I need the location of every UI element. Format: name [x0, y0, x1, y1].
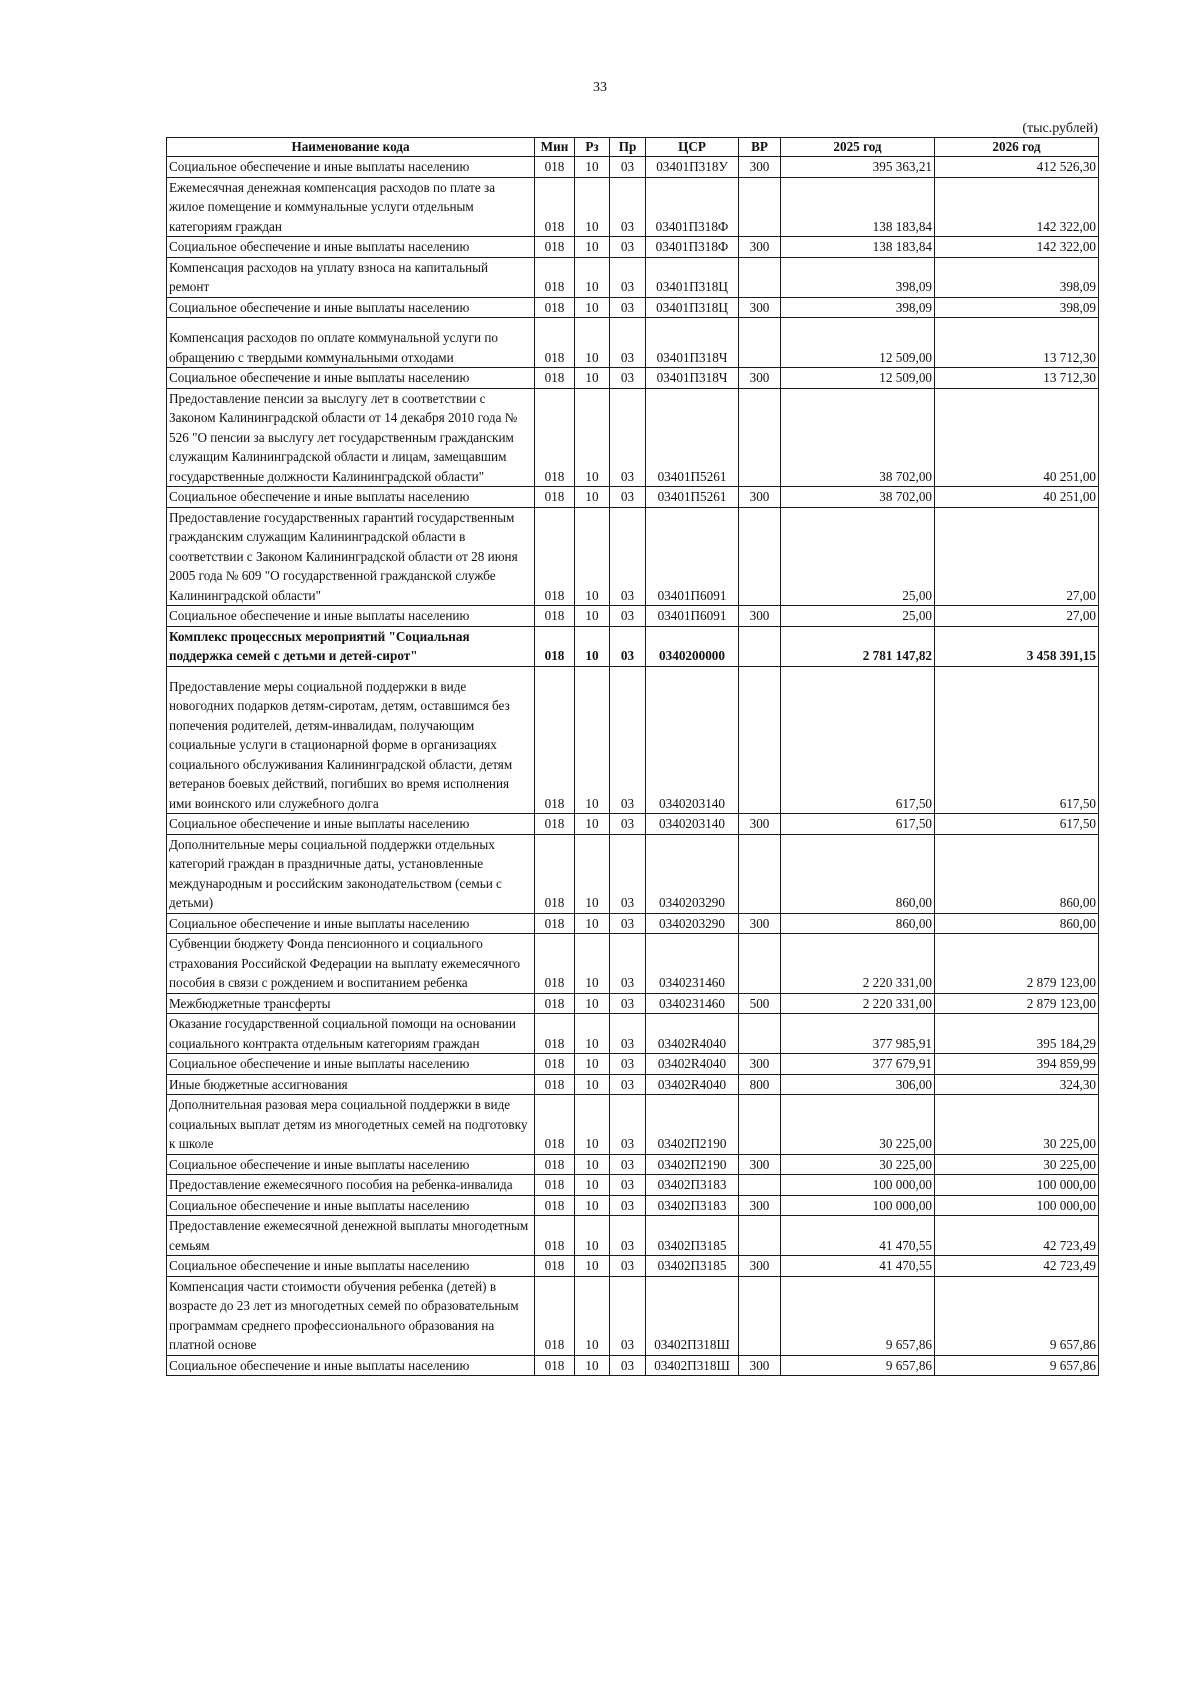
row-min: 018: [535, 1175, 575, 1196]
row-amount-2025: 100 000,00: [781, 1175, 935, 1196]
row-amount-2026: 13 712,30: [935, 318, 1099, 368]
row-amount-2025: 377 679,91: [781, 1054, 935, 1075]
table-row: [167, 318, 1099, 368]
row-pr: 03: [610, 934, 646, 994]
row-csr: 03401П318Ц: [646, 297, 739, 318]
header-2026: 2026 год: [935, 138, 1099, 157]
row-csr: 03402П3185: [646, 1256, 739, 1277]
row-vr: 300: [739, 1195, 781, 1216]
row-min: 018: [535, 1074, 575, 1095]
row-min: 018: [535, 1355, 575, 1376]
row-min: 018: [535, 606, 575, 627]
row-vr: 300: [739, 913, 781, 934]
row-min: 018: [535, 1256, 575, 1277]
row-min: 018: [535, 388, 575, 487]
row-min: 018: [535, 1195, 575, 1216]
table-row: [167, 993, 1099, 1014]
row-amount-2025: 30 225,00: [781, 1154, 935, 1175]
table-row: [167, 177, 1099, 237]
row-amount-2026: 398,09: [935, 297, 1099, 318]
units-label: (тыс.рублей): [1022, 121, 1098, 136]
row-amount-2026: 30 225,00: [935, 1154, 1099, 1175]
row-name: Социальное обеспечение и иные выплаты населению: [167, 606, 535, 627]
row-name: Дополнительная разовая мера социальной поддержки в виде социальных выплат детям из многодетных семей на подготовку к школе: [167, 1095, 535, 1155]
table-body: [167, 157, 1099, 1376]
table-row: [167, 934, 1099, 994]
row-amount-2026: 42 723,49: [935, 1216, 1099, 1256]
row-vr: [739, 177, 781, 237]
row-amount-2025: 25,00: [781, 606, 935, 627]
row-min: 018: [535, 368, 575, 389]
header-pr: Пр: [610, 138, 646, 157]
row-name: Предоставление государственных гарантий государственным гражданским служащим Калининградской области в соответствии с Законом Калининградской области от 28 июня 2005 года № 609 "О государственной гражданской службе Калининградской области": [167, 507, 535, 606]
row-vr: [739, 388, 781, 487]
row-amount-2025: 617,50: [781, 814, 935, 835]
row-csr: 03401П318У: [646, 157, 739, 178]
row-pr: 03: [610, 1216, 646, 1256]
row-vr: [739, 934, 781, 994]
row-amount-2025: 377 985,91: [781, 1014, 935, 1054]
row-amount-2025: 398,09: [781, 257, 935, 297]
row-pr: 03: [610, 388, 646, 487]
row-pr: 03: [610, 1256, 646, 1277]
row-rz: 10: [575, 1355, 610, 1376]
table-row: [167, 1195, 1099, 1216]
table-row: [167, 157, 1099, 178]
row-csr: 03402П318Ш: [646, 1276, 739, 1355]
row-name: Социальное обеспечение и иные выплаты населению: [167, 368, 535, 389]
row-csr: 0340200000: [646, 626, 739, 666]
row-pr: 03: [610, 1074, 646, 1095]
row-pr: 03: [610, 666, 646, 814]
row-rz: 10: [575, 157, 610, 178]
row-pr: 03: [610, 237, 646, 258]
table-row: [167, 257, 1099, 297]
row-csr: 03402П3183: [646, 1195, 739, 1216]
row-rz: 10: [575, 1095, 610, 1155]
row-name: Социальное обеспечение и иные выплаты населению: [167, 237, 535, 258]
row-rz: 10: [575, 297, 610, 318]
row-min: 018: [535, 814, 575, 835]
row-amount-2025: 2 220 331,00: [781, 934, 935, 994]
row-vr: 800: [739, 1074, 781, 1095]
row-min: 018: [535, 1276, 575, 1355]
row-amount-2026: 27,00: [935, 507, 1099, 606]
row-pr: 03: [610, 834, 646, 913]
row-csr: 0340203290: [646, 834, 739, 913]
row-amount-2026: 3 458 391,15: [935, 626, 1099, 666]
row-rz: 10: [575, 666, 610, 814]
table-row: [167, 237, 1099, 258]
row-name: Оказание государственной социальной помощи на основании социального контракта отдельным категориям граждан: [167, 1014, 535, 1054]
row-min: 018: [535, 487, 575, 508]
row-amount-2026: 9 657,86: [935, 1276, 1099, 1355]
table-row: [167, 388, 1099, 487]
row-pr: 03: [610, 368, 646, 389]
row-csr: 03402R4040: [646, 1054, 739, 1075]
row-vr: [739, 1216, 781, 1256]
header-2025: 2025 год: [781, 138, 935, 157]
row-name: Социальное обеспечение и иные выплаты населению: [167, 157, 535, 178]
row-vr: [739, 1175, 781, 1196]
row-vr: [739, 1014, 781, 1054]
row-rz: 10: [575, 388, 610, 487]
row-csr: 03402П2190: [646, 1095, 739, 1155]
table-row: [167, 1095, 1099, 1155]
row-name: Социальное обеспечение и иные выплаты населению: [167, 1355, 535, 1376]
row-amount-2025: 2 781 147,82: [781, 626, 935, 666]
row-csr: 03401П318Ф: [646, 177, 739, 237]
row-rz: 10: [575, 913, 610, 934]
row-amount-2026: 100 000,00: [935, 1175, 1099, 1196]
row-csr: 03402П3183: [646, 1175, 739, 1196]
page-number: 33: [593, 80, 607, 95]
row-amount-2026: 2 879 123,00: [935, 934, 1099, 994]
row-csr: 0340203290: [646, 913, 739, 934]
row-csr: 0340231460: [646, 993, 739, 1014]
row-name: Компенсация части стоимости обучения ребенка (детей) в возрасте до 23 лет из многодетных семей по образовательным программам среднего профессионального образования на платной основе: [167, 1276, 535, 1355]
row-pr: 03: [610, 318, 646, 368]
row-vr: [739, 626, 781, 666]
row-min: 018: [535, 666, 575, 814]
row-vr: 300: [739, 487, 781, 508]
row-name: Социальное обеспечение и иные выплаты населению: [167, 297, 535, 318]
table-row: [167, 913, 1099, 934]
row-rz: 10: [575, 487, 610, 508]
row-min: 018: [535, 1014, 575, 1054]
row-name: Предоставление меры социальной поддержки в виде новогодних подарков детям-сиротам, детям, оставшимся без попечения родителей, детям-инвалидам, получающим социальные услуги в стационарной форме в организациях социального обслуживания Калининградской области, детям ветеранов боевых действий, погибших во время исполнения ими воинского или служебного долга: [167, 666, 535, 814]
row-pr: 03: [610, 913, 646, 934]
row-csr: 03401П318Ч: [646, 318, 739, 368]
row-csr: 03401П6091: [646, 507, 739, 606]
row-vr: 300: [739, 157, 781, 178]
row-rz: 10: [575, 1154, 610, 1175]
row-amount-2026: 142 322,00: [935, 237, 1099, 258]
row-vr: [739, 507, 781, 606]
row-vr: 500: [739, 993, 781, 1014]
row-name: Предоставление пенсии за выслугу лет в соответствии с Законом Калининградской области от 14 декабря 2010 года № 526 "О пенсии за выслугу лет государственным гражданским служащим Калининградской области и лицам, замещавшим государственные должности Калининградской области": [167, 388, 535, 487]
row-min: 018: [535, 257, 575, 297]
table-row: [167, 606, 1099, 627]
row-min: 018: [535, 993, 575, 1014]
table-row: [167, 297, 1099, 318]
row-csr: 0340203140: [646, 666, 739, 814]
row-amount-2025: 860,00: [781, 913, 935, 934]
row-min: 018: [535, 297, 575, 318]
row-vr: 300: [739, 814, 781, 835]
table-header-row: [167, 138, 1099, 157]
row-csr: 03402R4040: [646, 1074, 739, 1095]
row-pr: 03: [610, 1175, 646, 1196]
row-name: Социальное обеспечение и иные выплаты населению: [167, 814, 535, 835]
row-rz: 10: [575, 1256, 610, 1277]
row-pr: 03: [610, 1355, 646, 1376]
row-name: Социальное обеспечение и иные выплаты населению: [167, 1256, 535, 1277]
row-vr: 300: [739, 1355, 781, 1376]
row-rz: 10: [575, 934, 610, 994]
row-vr: [739, 834, 781, 913]
row-rz: 10: [575, 1074, 610, 1095]
row-name: Социальное обеспечение и иные выплаты населению: [167, 487, 535, 508]
row-amount-2025: 2 220 331,00: [781, 993, 935, 1014]
row-amount-2026: 617,50: [935, 814, 1099, 835]
row-min: 018: [535, 318, 575, 368]
row-amount-2026: 398,09: [935, 257, 1099, 297]
row-vr: [739, 1095, 781, 1155]
row-min: 018: [535, 934, 575, 994]
row-rz: 10: [575, 606, 610, 627]
row-vr: 300: [739, 606, 781, 627]
row-rz: 10: [575, 1276, 610, 1355]
row-name: Межбюджетные трансферты: [167, 993, 535, 1014]
row-pr: 03: [610, 487, 646, 508]
row-amount-2026: 27,00: [935, 606, 1099, 627]
header-rz: Рз: [575, 138, 610, 157]
table-row: [167, 1355, 1099, 1376]
table-row: [167, 834, 1099, 913]
row-min: 018: [535, 157, 575, 178]
row-amount-2025: 38 702,00: [781, 388, 935, 487]
row-amount-2025: 395 363,21: [781, 157, 935, 178]
row-pr: 03: [610, 507, 646, 606]
header-csr: ЦСР: [646, 138, 739, 157]
row-min: 018: [535, 1154, 575, 1175]
row-amount-2025: 12 509,00: [781, 318, 935, 368]
row-pr: 03: [610, 993, 646, 1014]
row-name: Предоставление ежемесячной денежной выплаты многодетным семьям: [167, 1216, 535, 1256]
row-csr: 03401П6091: [646, 606, 739, 627]
table-row: [167, 626, 1099, 666]
row-min: 018: [535, 1095, 575, 1155]
row-pr: 03: [610, 814, 646, 835]
header-min: Мин: [535, 138, 575, 157]
row-amount-2026: 42 723,49: [935, 1256, 1099, 1277]
row-name: Компенсация расходов на уплату взноса на капитальный ремонт: [167, 257, 535, 297]
row-vr: 300: [739, 297, 781, 318]
row-pr: 03: [610, 257, 646, 297]
row-name: Социальное обеспечение и иные выплаты населению: [167, 913, 535, 934]
row-rz: 10: [575, 1195, 610, 1216]
row-name: Иные бюджетные ассигнования: [167, 1074, 535, 1095]
row-rz: 10: [575, 1175, 610, 1196]
row-amount-2025: 306,00: [781, 1074, 935, 1095]
table-row: [167, 507, 1099, 606]
row-rz: 10: [575, 626, 610, 666]
row-amount-2025: 41 470,55: [781, 1216, 935, 1256]
row-vr: 300: [739, 1154, 781, 1175]
row-min: 018: [535, 626, 575, 666]
row-pr: 03: [610, 1054, 646, 1075]
row-csr: 03402R4040: [646, 1014, 739, 1054]
row-amount-2025: 38 702,00: [781, 487, 935, 508]
row-pr: 03: [610, 1195, 646, 1216]
table-row: [167, 1154, 1099, 1175]
row-vr: [739, 318, 781, 368]
row-vr: [739, 666, 781, 814]
table-row: [167, 1216, 1099, 1256]
row-rz: 10: [575, 1014, 610, 1054]
row-amount-2025: 9 657,86: [781, 1355, 935, 1376]
row-amount-2026: 142 322,00: [935, 177, 1099, 237]
row-csr: 03401П318Ц: [646, 257, 739, 297]
row-rz: 10: [575, 368, 610, 389]
row-rz: 10: [575, 1054, 610, 1075]
row-pr: 03: [610, 606, 646, 627]
row-pr: 03: [610, 1014, 646, 1054]
row-amount-2026: 860,00: [935, 834, 1099, 913]
row-name: Субвенции бюджету Фонда пенсионного и социального страхования Российской Федерации на выплату ежемесячного пособия в связи с рождением и воспитанием ребенка: [167, 934, 535, 994]
table-row: [167, 1276, 1099, 1355]
header-name: Наименование кода: [167, 138, 535, 157]
row-vr: 300: [739, 237, 781, 258]
row-rz: 10: [575, 993, 610, 1014]
row-pr: 03: [610, 177, 646, 237]
row-csr: 03401П5261: [646, 487, 739, 508]
row-amount-2026: 617,50: [935, 666, 1099, 814]
row-amount-2026: 30 225,00: [935, 1095, 1099, 1155]
table-row: [167, 1256, 1099, 1277]
row-min: 018: [535, 177, 575, 237]
row-amount-2025: 30 225,00: [781, 1095, 935, 1155]
row-amount-2025: 41 470,55: [781, 1256, 935, 1277]
row-min: 018: [535, 1054, 575, 1075]
row-amount-2026: 40 251,00: [935, 388, 1099, 487]
row-csr: 03402П2190: [646, 1154, 739, 1175]
row-csr: 03402П318Ш: [646, 1355, 739, 1376]
table-row: [167, 368, 1099, 389]
row-amount-2026: 13 712,30: [935, 368, 1099, 389]
row-vr: [739, 257, 781, 297]
row-vr: 300: [739, 1054, 781, 1075]
row-min: 018: [535, 507, 575, 606]
row-amount-2025: 100 000,00: [781, 1195, 935, 1216]
table-row: [167, 1054, 1099, 1075]
row-amount-2026: 412 526,30: [935, 157, 1099, 178]
row-min: 018: [535, 913, 575, 934]
row-csr: 03401П318Ф: [646, 237, 739, 258]
row-name: Дополнительные меры социальной поддержки отдельных категорий граждан в праздничные даты, установленные международным и российским законодательством (семьи с детьми): [167, 834, 535, 913]
row-rz: 10: [575, 177, 610, 237]
table-row: [167, 666, 1099, 814]
row-rz: 10: [575, 1216, 610, 1256]
row-csr: 0340231460: [646, 934, 739, 994]
table-row: [167, 814, 1099, 835]
row-rz: 10: [575, 814, 610, 835]
row-amount-2025: 138 183,84: [781, 237, 935, 258]
row-amount-2025: 12 509,00: [781, 368, 935, 389]
table-row: [167, 487, 1099, 508]
row-amount-2025: 25,00: [781, 507, 935, 606]
row-name: Социальное обеспечение и иные выплаты населению: [167, 1054, 535, 1075]
row-amount-2026: 9 657,86: [935, 1355, 1099, 1376]
row-amount-2025: 9 657,86: [781, 1276, 935, 1355]
row-csr: 03401П318Ч: [646, 368, 739, 389]
row-rz: 10: [575, 318, 610, 368]
row-name: Компенсация расходов по оплате коммунальной услуги по обращению с твердыми коммунальными отходами: [167, 318, 535, 368]
row-min: 018: [535, 237, 575, 258]
row-name: Предоставление ежемесячного пособия на ребенка-инвалида: [167, 1175, 535, 1196]
table-row: [167, 1074, 1099, 1095]
row-min: 018: [535, 834, 575, 913]
row-pr: 03: [610, 626, 646, 666]
row-rz: 10: [575, 257, 610, 297]
row-amount-2026: 100 000,00: [935, 1195, 1099, 1216]
row-rz: 10: [575, 237, 610, 258]
row-name: Ежемесячная денежная компенсация расходов по плате за жилое помещение и коммунальные услуги отдельным категориям граждан: [167, 177, 535, 237]
row-amount-2026: 860,00: [935, 913, 1099, 934]
row-name: Комплекс процессных мероприятий "Социальная поддержка семей с детьми и детей-сирот": [167, 626, 535, 666]
row-csr: 0340203140: [646, 814, 739, 835]
row-pr: 03: [610, 1276, 646, 1355]
row-csr: 03402П3185: [646, 1216, 739, 1256]
row-amount-2025: 617,50: [781, 666, 935, 814]
row-name: Социальное обеспечение и иные выплаты населению: [167, 1154, 535, 1175]
row-pr: 03: [610, 297, 646, 318]
header-vr: ВР: [739, 138, 781, 157]
row-rz: 10: [575, 834, 610, 913]
budget-table: [166, 137, 1099, 1376]
row-pr: 03: [610, 1095, 646, 1155]
row-amount-2025: 138 183,84: [781, 177, 935, 237]
table-row: [167, 1175, 1099, 1196]
row-vr: [739, 1276, 781, 1355]
row-amount-2025: 860,00: [781, 834, 935, 913]
row-pr: 03: [610, 1154, 646, 1175]
row-rz: 10: [575, 507, 610, 606]
row-vr: 300: [739, 368, 781, 389]
row-min: 018: [535, 1216, 575, 1256]
table-row: [167, 1014, 1099, 1054]
row-amount-2026: 2 879 123,00: [935, 993, 1099, 1014]
row-amount-2026: 40 251,00: [935, 487, 1099, 508]
row-pr: 03: [610, 157, 646, 178]
row-amount-2025: 398,09: [781, 297, 935, 318]
row-name: Социальное обеспечение и иные выплаты населению: [167, 1195, 535, 1216]
row-amount-2026: 395 184,29: [935, 1014, 1099, 1054]
row-amount-2026: 324,30: [935, 1074, 1099, 1095]
row-amount-2026: 394 859,99: [935, 1054, 1099, 1075]
row-vr: 300: [739, 1256, 781, 1277]
row-csr: 03401П5261: [646, 388, 739, 487]
